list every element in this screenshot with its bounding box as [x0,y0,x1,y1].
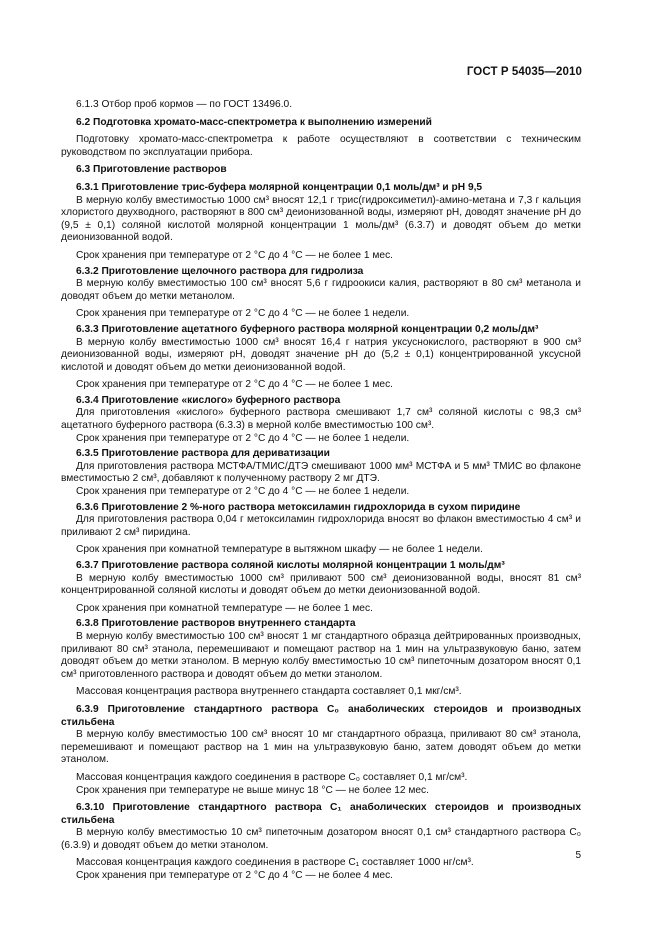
section-heading: 6.3.1 Приготовление трис-буфера молярной концентрации 0,1 моль/дм³ и рН 9,5 [76,181,483,193]
paragraph: Срок хранения при температуре от 2 °С до 4 °С — не более 1 недели. [76,432,410,444]
section-heading: 6.3.7 Приготовление раствора соляной кислоты молярной концентрации 1 моль/дм³ [76,560,505,571]
paragraph: Срок хранения при комнатной температуре — не более 1 мес. [76,602,373,614]
section-heading: 6.3.3 Приготовление ацетатного буферного раствора молярной концентрации 0,2 моль/дм³ [76,323,539,335]
paragraph: Срок хранения при температуре не выше минус 18 °С — не более 12 мес. [76,784,429,796]
paragraph: Массовая концентрация раствора внутреннего стандарта составляет 0,1 мкг/см³. [76,686,462,698]
paragraph: В мерную колбу вместимостью 100 см³ вносят 1 мг стандартного образца дейтрированных производных, приливают 80 см³ этанола, перемешивают и помещают раствор на 1 мин на ультразвуковую баню, затем доводят объем до метки этанолом. В мерную колбу вместимостью 10 см³ пипеточным дозатором вносят 0,1 см³ приготовленного раствора и доводят объем до метки этанолом. [61,630,581,680]
paragraph: Срок хранения при температуре от 2 °С до 4 °С — не более 1 недели. [76,486,410,498]
paragraph: В мерную колбу вместимостью 1000 см³ вносят 16,4 г натрия уксуснокислого, растворяют в 900 см³ деионизованной воды, измеряют рН, доводят значение рН до (5,2 ± 0,1) концентрированной уксусной кислотой и доводят объем до метки деионизованной водой. [61,336,581,373]
document-header: ГОСТ Р 54035—2010 [466,66,582,78]
paragraph: Для приготовления раствора МСТФА/ТМИС/ДТЭ смешивают 1000 мм³ МСТФА и 5 мм³ ТМИС во флаконе вместимостью 2 см³, добавляют к полученному раствору 2 мг ДТЭ. [61,460,581,485]
section-heading: 6.2 Подготовка хромато-масс-спектрометра к выполнению измерений [76,116,432,128]
paragraph: Для приготовления раствора 0,04 г метоксиламин гидрохлорида вносят во флакон вместимостью 4 см³ и приливают 2 см³ пиридина. [61,514,581,538]
paragraph: Массовая концентрация каждого соединения в растворе С₀ составляет 0,1 мг/см³. [76,771,468,783]
paragraph: Для приготовления «кислого» буферного раствора смешивают 1,7 см³ соляной кислоты с 98,3 см³ ацетатного буферного раствора (6.3.3) в мерной колбе вместимостью 100 см³. [61,407,581,432]
section-heading: 6.3.10 Приготовление стандартного раствора С₁ анаболических стероидов и производных стильбена [61,802,581,826]
paragraph: В мерную колбу вместимостью 1000 см³ приливают 500 см³ деионизованной воды, вносят 81 см³ концентрированной соляной кислоты и доводят объем до метки деионизованной водой. [61,572,581,597]
paragraph: В мерную колбу вместимостью 10 см³ пипеточным дозатором вносят 0,1 см³ стандартного раствора С₀ (6.3.9) и доводят объем до метки этанолом. [61,827,581,851]
paragraph: Срок хранения при температуре от 2 °С до 4 °С — не более 1 недели. [76,308,410,320]
section-heading: 6.3.4 Приготовление «кислого» буферного раствора [76,394,341,406]
paragraph: В мерную колбу вместимостью 100 см³ вносят 10 мг стандартного образца, приливают 80 см³ этанола, перемешивают и помещают раствор на 1 мин на ультразвуковую баню, затем доводят объем до метки этанолом. [61,729,581,766]
paragraph: 6.1.3 Отбор проб кормов — по ГОСТ 13496.0. [76,99,293,110]
paragraph: Срок хранения при комнатной температуре в вытяжном шкафу — не более 1 недели. [76,544,483,556]
document-body [61,94,581,883]
paragraph: Срок хранения при температуре от 2 °С до 4 °С — не более 1 мес. [76,249,394,261]
paragraph: В мерную колбу вместимостью 100 см³ вносят 5,6 г гидроокиси калия, растворяют в 80 см³ метанола и доводят объем до метки метанолом. [61,278,581,302]
paragraph: Срок хранения при температуре от 2 °С до 4 °С — не более 1 мес. [76,379,394,391]
section-heading: 6.3.9 Приготовление стандартного раствора С₀ анаболических стероидов и производных стильбена [61,703,581,728]
section-heading: 6.3.2 Приготовление щелочного раствора для гидролиза [76,265,364,277]
section-heading: 6.3 Приготовление растворов [76,164,227,176]
paragraph: В мерную колбу вместимостью 1000 см³ вносят 12,1 г трис(гидроксиметил)-амино-метана и 7,3 г кальция хлористого двухводного, растворяют в 800 см³ деионизованной воды, измеряют рН, доводят значение рН до (9,5 ± 0,1) соляной кислотой молярной концентрации 1 моль/дм³ (6.3.7) и доводят объем до метки деионизованной водой. [61,194,581,244]
paragraph: Массовая концентрация каждого соединения в растворе С₁ составляет 1000 нг/см³. [76,857,474,869]
paragraph: Подготовку хромато-масс-спектрометра к работе осуществляют в соответствии с техническим руководством по эксплуатации прибора. [61,134,581,158]
section-heading: 6.3.6 Приготовление 2 %-ного раствора метоксиламин гидрохлорида в сухом пиридине [76,501,521,513]
page-number: 5 [575,850,581,861]
paragraph: Срок хранения при температуре от 2 °С до 4 °С — не более 4 мес. [76,870,394,882]
section-heading: 6.3.8 Приготовление растворов внутреннего стандарта [76,618,356,630]
section-heading: 6.3.5 Приготовление раствора для дериватизации [76,448,330,460]
